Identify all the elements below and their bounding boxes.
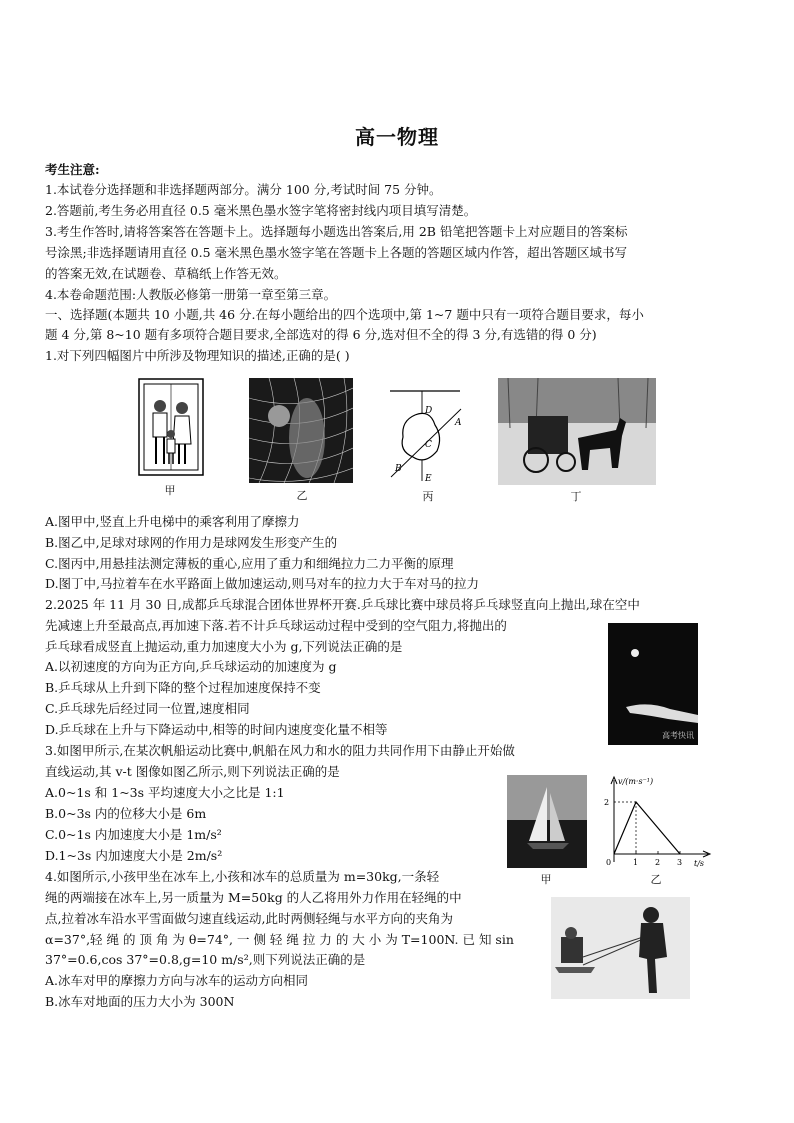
suspension-diagram [385, 385, 467, 485]
option: B.乒乓球从上升到下降的整个过程加速度保持不变 [45, 680, 321, 695]
question-2-stem: 先减速上升至最高点,再加速下落.若不计乒乓球运动过程中受到的空气阻力,将抛出的 [45, 618, 507, 633]
question-4-stem: 绳的两端接在冰车上,另一质量为 M=50kg 的人乙将用外力作用在轻绳的中 [45, 890, 462, 905]
notice-item: 1.本试卷分选择题和非选择题两部分。满分 100 分,考试时间 75 分钟。 [45, 182, 442, 197]
diagram-label: A [455, 418, 462, 428]
page-title: 高一物理 [355, 125, 439, 149]
figure-label: 乙 [650, 873, 662, 886]
x-axis-label: t/s [694, 859, 705, 868]
option: B.0~3s 内的位移大小是 6m [45, 806, 207, 821]
option: A.图甲中,竖直上升电梯中的乘客利用了摩擦力 [45, 514, 300, 529]
notice-item: 3.考生作答时,请将答案答在答题卡上。选择题每小题选出答案后,用 2B 铅笔把答题卡上对应题目的答案标 [45, 224, 628, 239]
x-tick-label: 0 [606, 858, 612, 867]
vt-chart [600, 772, 712, 870]
x-tick-label: 2 [655, 858, 661, 867]
x-tick-label: 1 [633, 858, 639, 867]
series-line [614, 802, 680, 854]
notice-item: 4.本卷命题范围:人教版必修第一册第一章至第三章。 [45, 287, 337, 302]
section-instructions: 题 4 分,第 8~10 题有多项符合题目要求,全部选对的得 6 分,选对但不全的得 3 分,有选错的得 0 分) [45, 327, 597, 342]
question-3-stem: 3.如图甲所示,在某次帆船运动比赛中,帆船在风力和水的阻力共同作用下由静止开始做 [45, 743, 515, 758]
question-4-stem: 37°=0.6,cos 37°=0.8,g=10 m/s²,则下列说法正确的是 [45, 952, 366, 967]
question-1-stem: 1.对下列四幅图片中所涉及物理知识的描述,正确的是( ) [45, 348, 350, 363]
notice-item: 的答案无效,在试题卷、草稿纸上作答无效。 [45, 266, 287, 281]
option: A.冰车对甲的摩擦力方向与冰车的运动方向相同 [45, 973, 309, 988]
question-3-stem: 直线运动,其 v-t 图像如图乙所示,则下列说法正确的是 [45, 764, 340, 779]
question-4-stem: 4.如图所示,小孩甲坐在冰车上,小孩和冰车的总质量为 m=30kg,一条轻 [45, 869, 440, 884]
diagram-label: B [395, 464, 402, 474]
question-4-stem: 点,拉着冰车沿水平雪面做匀速直线运动,此时两侧轻绳与水平方向的夹角为 [45, 911, 453, 926]
option: B.冰车对地面的压力大小为 300N [45, 994, 235, 1009]
question-4-stem: α=37°,轻 绳 的 顶 角 为 θ=74°, 一 侧 轻 绳 拉 力 的 大 小 为 T=100N. 已 知 sin [45, 932, 514, 947]
option: C.图丙中,用悬挂法测定薄板的重心,应用了重力和细绳拉力二力平衡的原理 [45, 556, 454, 571]
diagram-label: E [425, 474, 432, 484]
figure-label: 丙 [422, 490, 434, 503]
option: C.乒乓球先后经过同一位置,速度相同 [45, 701, 250, 716]
option: C.0~1s 内加速度大小是 1m/s² [45, 827, 222, 842]
football-net-photo [249, 378, 353, 483]
diagram-label: C [425, 440, 432, 450]
photo-watermark: 高考快讯 [662, 731, 694, 740]
option: D.1~3s 内加速度大小是 2m/s² [45, 848, 223, 863]
ice-sled-photo [551, 897, 690, 999]
y-axis-label: v/(m·s⁻¹) [618, 777, 654, 786]
section-instructions: 一、选择题(本题共 10 小题,共 46 分.在每小题给出的四个选项中,第 1~7 题中只有一项符合题目要求，每小 [45, 307, 644, 322]
notice-item: 号涂黑;非选择题请用直径 0.5 毫米黑色墨水签字笔在答题卡上各题的答题区域内作答，超出答题区域书写 [45, 245, 628, 260]
elevator-figure [138, 378, 204, 476]
option: B.图乙中,足球对球网的作用力是球网发生形变产生的 [45, 535, 338, 550]
diagram-label: D [425, 406, 433, 416]
horse-carriage-photo [498, 378, 656, 485]
figure-label: 丁 [570, 490, 582, 503]
notice-heading: 考生注意: [45, 162, 100, 177]
question-2-stem: 乒乓球看成竖直上抛运动,重力加速度大小为 g,下列说法正确的是 [45, 639, 403, 654]
notice-item: 2.答题前,考生务必用直径 0.5 毫米黑色墨水签字笔将密封线内项目填写清楚。 [45, 203, 477, 218]
option: A.0~1s 和 1~3s 平均速度大小之比是 1:1 [45, 785, 285, 800]
figure-label: 甲 [164, 484, 176, 497]
pingpong-toss-photo [608, 623, 698, 745]
y-tick-label: 2 [604, 798, 610, 807]
question-2-stem: 2.2025 年 11 月 30 日,成都乒乓球混合团体世界杯开赛.乒乓球比赛中球员将乒乓球竖直向上抛出,球在空中 [45, 597, 640, 612]
figure-label: 乙 [296, 489, 308, 502]
x-tick-label: 3 [677, 858, 683, 867]
option: A.以初速度的方向为正方向,乒乓球运动的加速度为 g [45, 659, 337, 674]
figure-label: 甲 [540, 873, 552, 886]
option: D.图丁中,马拉着车在水平路面上做加速运动,则马对车的拉力大于车对马的拉力 [45, 576, 479, 591]
sailboat-photo [507, 775, 587, 868]
option: D.乒乓球在上升与下降运动中,相等的时间内速度变化量不相等 [45, 722, 388, 737]
